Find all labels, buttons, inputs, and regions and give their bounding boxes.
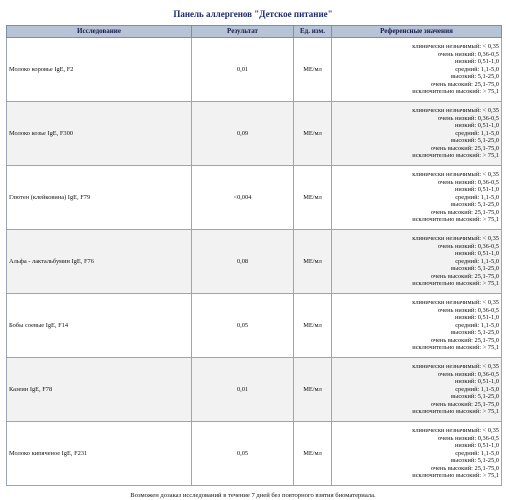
reference-line: средний: 1,1-5,0 — [455, 129, 499, 137]
reference-line: средний: 1,1-5,0 — [455, 65, 499, 73]
table-row — [7, 294, 502, 358]
result-value: 0,01 — [192, 358, 294, 422]
test-name: Молоко коровье IgE, F2 — [7, 38, 192, 102]
reference-line: очень высокий: 25,1-75,0 — [430, 400, 499, 408]
reference-line: низкий: 0,51-1,0 — [455, 442, 499, 450]
test-name: Глютен (клейковина) IgE, F79 — [7, 166, 192, 230]
result-value: 0,09 — [192, 102, 294, 166]
reference-line: очень низкий: 0,36-0,5 — [438, 370, 499, 378]
reference-line: низкий: 0,51-1,0 — [455, 186, 499, 194]
reference-line: очень высокий: 25,1-75,0 — [430, 272, 499, 280]
unit-value: МЕ/мл — [294, 102, 332, 166]
unit-value: МЕ/мл — [294, 38, 332, 102]
reference-line: клинически незначимый: < 0,35 — [412, 426, 499, 434]
reference-line: исключительно высокий: > 75,1 — [412, 216, 499, 224]
reference-line: средний: 1,1-5,0 — [455, 385, 499, 393]
reference-line: очень низкий: 0,36-0,5 — [438, 306, 499, 314]
reference-line: средний: 1,1-5,0 — [455, 321, 499, 329]
reference-line: средний: 1,1-5,0 — [455, 257, 499, 265]
reference-line: высокий: 5,1-25,0 — [451, 393, 499, 401]
unit-value: МЕ/мл — [294, 294, 332, 358]
table-row — [7, 166, 502, 230]
reference-line: очень высокий: 25,1-75,0 — [430, 144, 499, 152]
reference-line: низкий: 0,51-1,0 — [455, 378, 499, 386]
reference-line: исключительно высокий: > 75,1 — [412, 472, 499, 480]
reference-line: исключительно высокий: > 75,1 — [412, 408, 499, 416]
result-value: 0,01 — [192, 38, 294, 102]
table-row — [7, 102, 502, 166]
table-body — [7, 38, 502, 486]
reference-line: клинически незначимый: < 0,35 — [412, 42, 499, 50]
reference-values — [332, 38, 502, 102]
unit-value: МЕ/мл — [294, 166, 332, 230]
reference-line: клинически незначимый: < 0,35 — [412, 298, 499, 306]
table-row — [7, 230, 502, 294]
test-name: Молоко кипяченое IgE, F231 — [7, 422, 192, 486]
result-value: 0,08 — [192, 230, 294, 294]
reference-values — [332, 422, 502, 486]
footer-note: Возможен дозаказ исследований в течение 7 дней без повторного взятия биоматериала. — [130, 492, 376, 499]
test-name: Казеин IgE, F78 — [7, 358, 192, 422]
result-value: 0,05 — [192, 422, 294, 486]
table-header-row — [7, 26, 502, 38]
reference-line: очень низкий: 0,36-0,5 — [438, 178, 499, 186]
column-header-result: Результат — [192, 26, 294, 38]
table-row — [7, 358, 502, 422]
reference-line: очень низкий: 0,36-0,5 — [438, 50, 499, 58]
reference-line: клинически незначимый: < 0,35 — [412, 106, 499, 114]
reference-line: высокий: 5,1-25,0 — [451, 329, 499, 337]
reference-line: очень низкий: 0,36-0,5 — [438, 114, 499, 122]
reference-line: средний: 1,1-5,0 — [455, 449, 499, 457]
reference-values — [332, 102, 502, 166]
reference-values — [332, 230, 502, 294]
reference-line: клинически незначимый: < 0,35 — [412, 170, 499, 178]
panel-title: Панель аллергенов "Детское питание" — [173, 9, 333, 19]
reference-line: исключительно высокий: > 75,1 — [412, 88, 499, 96]
reference-line: средний: 1,1-5,0 — [455, 193, 499, 201]
reference-line: исключительно высокий: > 75,1 — [412, 280, 499, 288]
reference-line: очень высокий: 25,1-75,0 — [430, 464, 499, 472]
reference-values — [332, 358, 502, 422]
reference-line: высокий: 5,1-25,0 — [451, 137, 499, 145]
reference-values — [332, 294, 502, 358]
reference-line: очень высокий: 25,1-75,0 — [430, 336, 499, 344]
reference-line: высокий: 5,1-25,0 — [451, 457, 499, 465]
reference-line: низкий: 0,51-1,0 — [455, 314, 499, 322]
result-value: <0,004 — [192, 166, 294, 230]
reference-line: очень высокий: 25,1-75,0 — [430, 208, 499, 216]
reference-line: высокий: 5,1-25,0 — [451, 73, 499, 81]
reference-line: клинически незначимый: < 0,35 — [412, 234, 499, 242]
reference-values — [332, 166, 502, 230]
unit-value: МЕ/мл — [294, 422, 332, 486]
reference-line: очень высокий: 25,1-75,0 — [430, 80, 499, 88]
reference-line: высокий: 5,1-25,0 — [451, 265, 499, 273]
table-row — [7, 422, 502, 486]
column-header-test: Исследование — [7, 26, 192, 38]
table-row — [7, 38, 502, 102]
test-name: Альфа - лактальбумин IgE, F76 — [7, 230, 192, 294]
reference-line: высокий: 5,1-25,0 — [451, 201, 499, 209]
result-value: 0,05 — [192, 294, 294, 358]
unit-value: МЕ/мл — [294, 230, 332, 294]
test-name: Молоко козье IgE, F300 — [7, 102, 192, 166]
reference-line: исключительно высокий: > 75,1 — [412, 344, 499, 352]
unit-value: МЕ/мл — [294, 358, 332, 422]
column-header-reference: Референсные значения — [332, 26, 502, 38]
reference-line: клинически незначимый: < 0,35 — [412, 362, 499, 370]
results-table — [6, 25, 502, 486]
column-header-unit: Ед. изм. — [294, 26, 332, 38]
reference-line: низкий: 0,51-1,0 — [455, 250, 499, 258]
reference-line: очень низкий: 0,36-0,5 — [438, 242, 499, 250]
test-name: Бобы соевые IgE, F14 — [7, 294, 192, 358]
reference-line: исключительно высокий: > 75,1 — [412, 152, 499, 160]
reference-line: низкий: 0,51-1,0 — [455, 122, 499, 130]
reference-line: низкий: 0,51-1,0 — [455, 58, 499, 66]
reference-line: очень низкий: 0,36-0,5 — [438, 434, 499, 442]
